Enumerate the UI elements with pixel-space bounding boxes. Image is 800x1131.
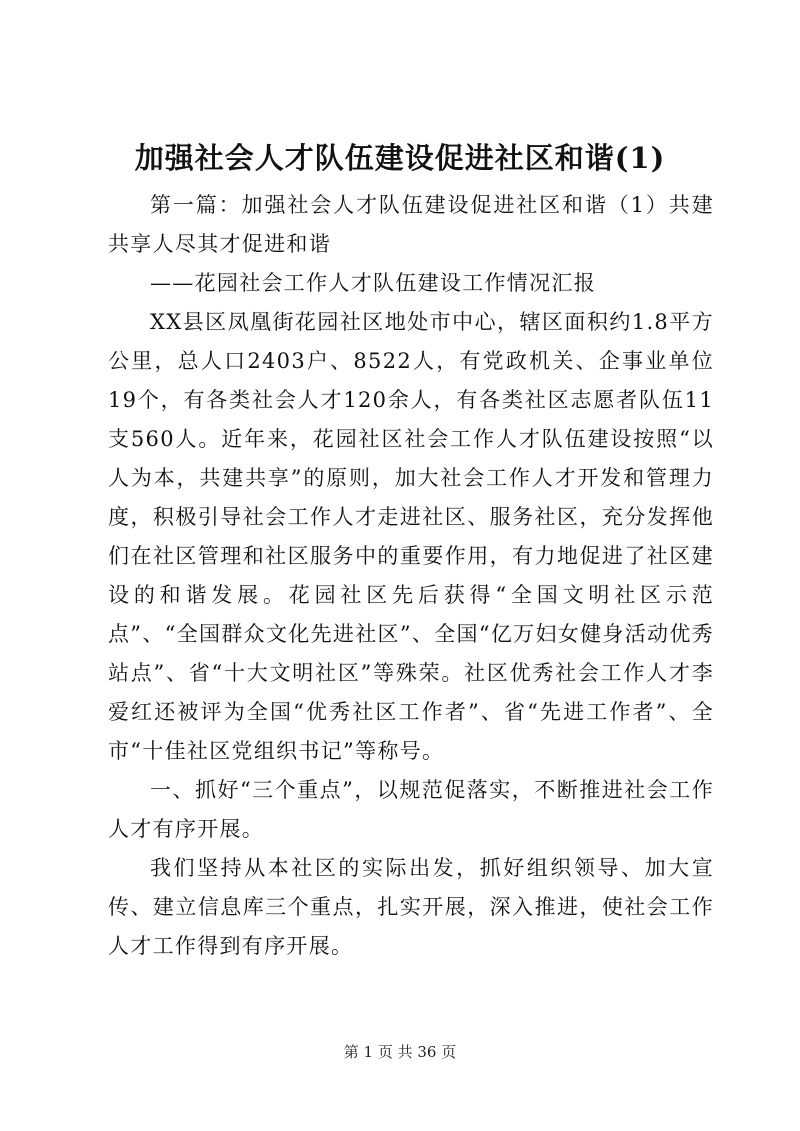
document-title: 加强社会人才队伍建设促进社区和谐(1): [134, 141, 666, 175]
paragraph-overview: XX县区凤凰街花园社区地处市中心，辖区面积约1.8平方公里，总人口2403户、8522人，有党政机关、企事业单位19个，有各类社会人才120余人，有各类社区志愿者队伍11支560人。近年来，花园社区社会工作人才队伍建设按照“以人为本，共建共享”的原则，加大社会工作人才开发和管理力度，积极引导社会工作人才走进社区、服务社区，充分发挥他们在社区管理和社区服务中的重要作用，有力地促进了社区建设的和谐发展。花园社区先后获得“全国文明社区示范点”、“全国群众文化先进社区”、全国“亿万妇女健身活动优秀站点”、省“十大文明社区”等殊荣。社区优秀社会工作人才李爱红还被评为全国“优秀社区工作者”、省“先进工作者”、全市“十佳社区党组织书记”等称号。: [108, 310, 714, 763]
paragraph-section-one: 一、抓好“三个重点”，以规范促落实，不断推进社会工作人才有序开展。: [108, 778, 714, 841]
paragraph-section-one-body: 我们坚持从本社区的实际出发，抓好组织领导、加大宣传、建立信息库三个重点，扎实开展，深入推进，使社会工作人才工作得到有序开展。: [108, 856, 714, 958]
page-indicator: 第 1 页 共 36 页: [343, 1043, 457, 1061]
paragraph-subtitle: ——花园社会工作人才队伍建设工作情况汇报: [150, 271, 596, 295]
paragraph-heading: 第一篇：加强社会人才队伍建设促进社区和谐（1）共建共享人尽其才促进和谐: [108, 193, 714, 256]
document-body: [108, 186, 714, 966]
